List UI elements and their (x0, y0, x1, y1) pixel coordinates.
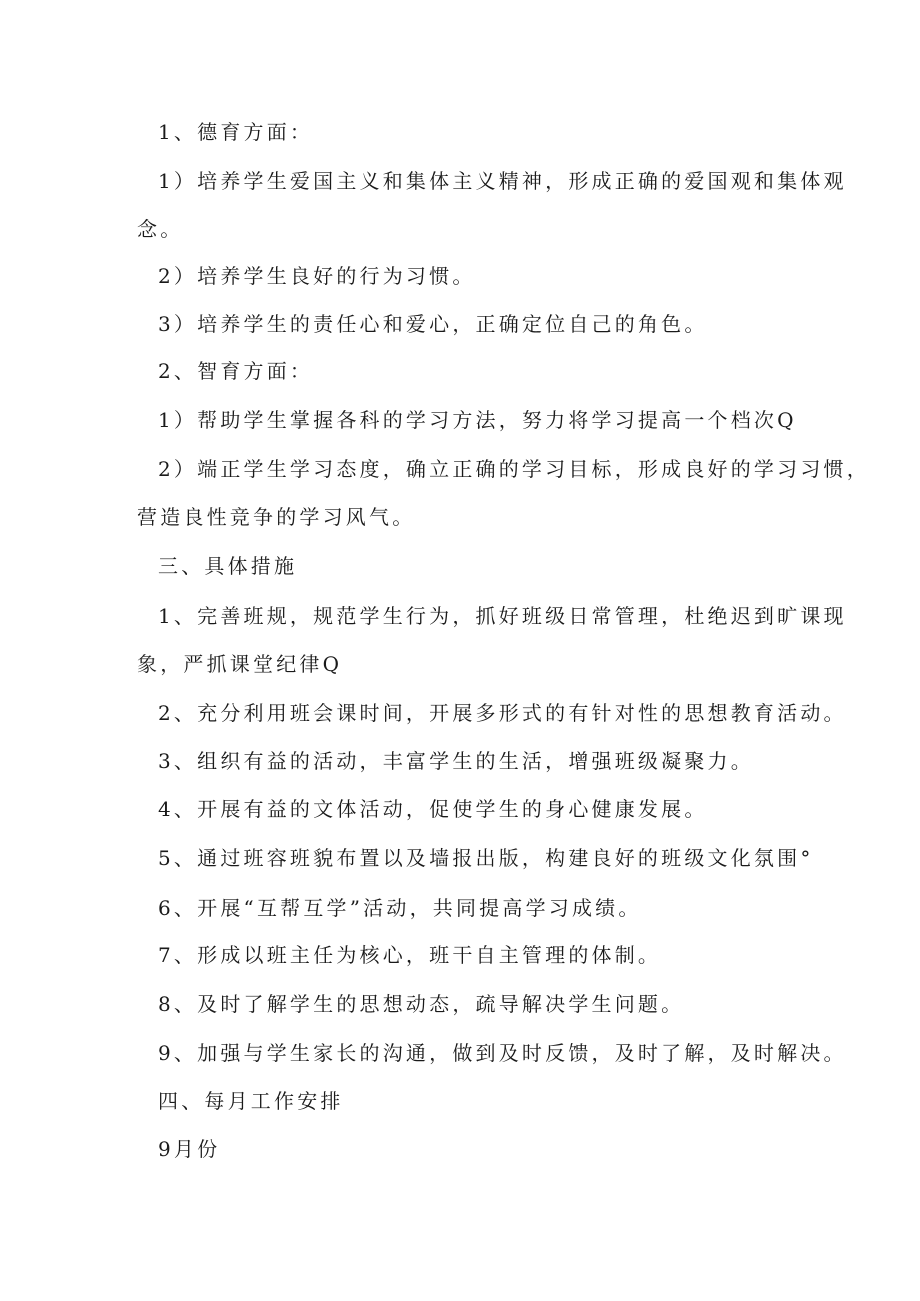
paragraph-line: 1）培养学生爱国主义和集体主义精神，形成正确的爱国观和集体观 (158, 169, 847, 193)
paragraph-continuation: 念。 (137, 217, 184, 241)
section-heading-monthly-plan: 四、每月工作安排 (158, 1089, 344, 1113)
heading-moral-education: 1、德育方面： (158, 120, 314, 144)
heading-intellectual-education: 2、智育方面： (158, 359, 314, 383)
list-item: 5、通过班容班貌布置以及墙报出版，构建良好的班级文化氛围° (158, 846, 814, 870)
month-label: 9月份 (158, 1137, 221, 1161)
paragraph-continuation: 营造良性竞争的学习风气。 (137, 505, 416, 529)
paragraph-line: 2）培养学生良好的行为习惯。 (158, 264, 476, 288)
list-item: 9、加强与学生家长的沟通，做到及时反馈，及时了解，及时解决。 (158, 1041, 847, 1065)
list-item: 1、完善班规，规范学生行为，抓好班级日常管理，杜绝迟到旷课现 (158, 604, 847, 628)
list-item: 3、组织有益的活动，丰富学生的生活，增强班级凝聚力。 (158, 749, 754, 773)
list-item: 4、开展有益的文体活动，促使学生的身心健康发展。 (158, 797, 708, 821)
list-item: 2、充分利用班会课时间，开展多形式的有针对性的思想教育活动。 (158, 701, 847, 725)
paragraph-line: 3）培养学生的责任心和爱心，正确定位自己的角色。 (158, 312, 708, 336)
list-item-continuation: 象，严抓课堂纪律Q (137, 652, 343, 676)
list-item: 7、形成以班主任为核心，班干自主管理的体制。 (158, 943, 662, 967)
paragraph-line: 2）端正学生学习态度，确立正确的学习目标，形成良好的学习习惯， (158, 457, 870, 481)
paragraph-line: 1）帮助学生掌握各科的学习方法，努力将学习提高一个档次Q (158, 408, 797, 432)
list-item: 8、及时了解学生的思想动态，疏导解决学生问题。 (158, 992, 685, 1016)
list-item: 6、开展“互帮互学”活动，共同提高学习成绩。 (158, 896, 642, 920)
section-heading-measures: 三、具体措施 (158, 554, 298, 578)
